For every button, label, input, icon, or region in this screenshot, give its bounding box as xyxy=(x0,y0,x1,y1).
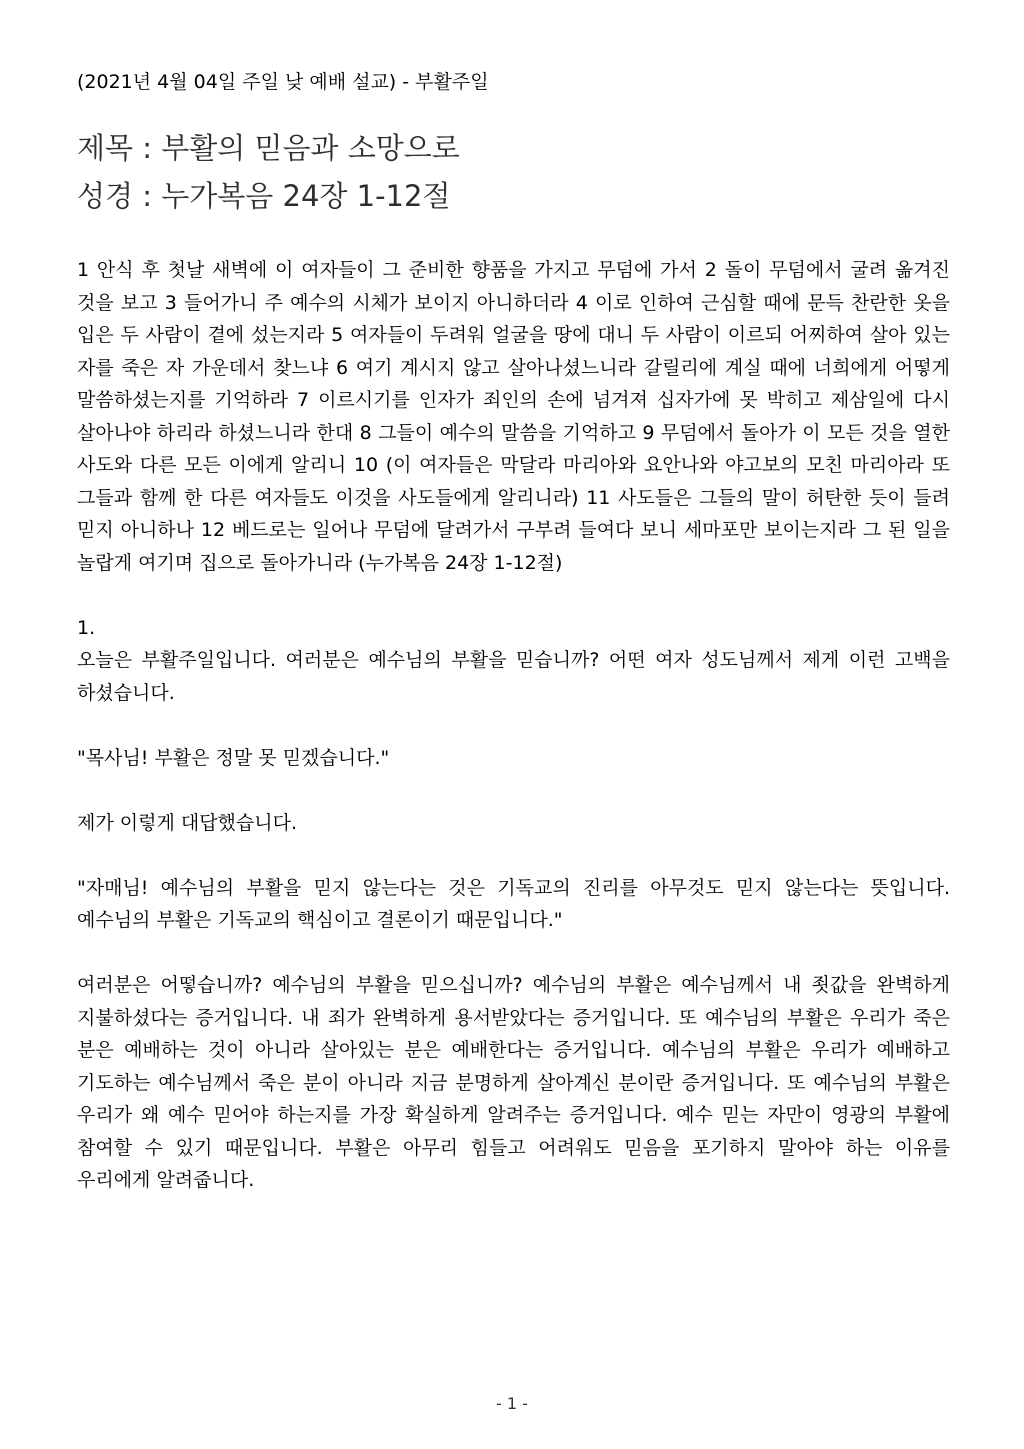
sermon-quote: "자매님! 예수님의 부활을 믿지 않는다는 것은 기독교의 진리를 아무것도 믿지 않는다는 뜻입니다. 예수님의 부활은 기독교의 핵심이고 결론이기 때문입니다." xyxy=(77,876,950,931)
scripture-reference: 성경 : 누가복음 24장 1-12절 xyxy=(77,179,451,213)
section-number: 1. xyxy=(77,616,96,639)
sermon-quote: "목사님! 부활은 정말 못 믿겠습니다." xyxy=(77,746,390,769)
title-block xyxy=(77,124,950,220)
sermon-title: 제목 : 부활의 믿음과 소망으로 xyxy=(77,131,460,165)
spacer xyxy=(77,579,950,612)
sermon-paragraph: 오늘은 부활주일입니다. 여러분은 예수님의 부활을 믿습니까? 어떤 여자 성도님께서 제게 이런 고백을 하셨습니다. xyxy=(77,649,950,704)
spacer xyxy=(77,774,950,807)
sermon-header: (2021년 4월 04일 주일 낮 예배 설교) - 부활주일 xyxy=(77,71,489,93)
spacer xyxy=(77,709,950,742)
spacer xyxy=(77,937,950,970)
spacer xyxy=(77,839,950,872)
sermon-paragraph: 여러분은 어떻습니까? 예수님의 부활을 믿으십니까? 예수님의 부활은 예수님께서 내 죗값을 완벽하게 지불하셨다는 증거입니다. 내 죄가 완벽하게 용서받았다는 증거입니다. 또 예수님의 부활은 우리가 죽은 분은 예배하는 것이 아니라 살아있는 분은 예배한다는 증거입니다. 예수님의 부활은 우리가 예배하고 기도하는 예수님께서 죽은 분이 아니라 지금 분명하게 살아계신 분이란 증거입니다. 또 예수님의 부활은 우리가 왜 예수 믿어야 하는지를 가장 확실하게 알려주는 증거입니다. 예수 믿는 자만이 영광의 부활에 참여할 수 있기 때문입니다. 부활은 아무리 힘들고 어려워도 믿음을 포기하지 말아야 하는 이유를 우리에게 알려줍니다. xyxy=(77,974,950,1191)
scripture-passage: 1 안식 후 첫날 새벽에 이 여자들이 그 준비한 향품을 가지고 무덤에 가서 2 돌이 무덤에서 굴려 옮겨진 것을 보고 3 들어가니 주 예수의 시체가 보이지 아니하더라 4 이로 인하여 근심할 때에 문득 찬란한 옷을 입은 두 사람이 곁에 섰는지라 5 여자들이 두려워 얼굴을 땅에 대니 두 사람이 이르되 어찌하여 살아 있는 자를 죽은 자 가운데서 찾느냐 6 여기 계시지 않고 살아나셨느니라 갈릴리에 계실 때에 너희에게 어떻게 말씀하셨는지를 기억하라 7 이르시기를 인자가 죄인의 손에 넘겨져 십자가에 못 박히고 제삼일에 다시 살아나야 하리라 하셨느니라 한대 8 그들이 예수의 말씀을 기억하고 9 무덤에서 돌아가 이 모든 것을 열한 사도와 다른 모든 이에게 알리니 10 (이 여자들은 막달라 마리아와 요안나와 야고보의 모친 마리아라 또 그들과 함께 한 다른 여자들도 이것을 사도들에게 알리니라) 11 사도들은 그들의 말이 허탄한 듯이 들려 믿지 아니하나 12 베드로는 일어나 무덤에 달려가서 구부려 들여다 보니 세마포만 보이는지라 그 된 일을 놀랍게 여기며 집으로 돌아가니라 (누가복음 24장 1-12절) xyxy=(77,259,950,574)
sermon-paragraph: 제가 이렇게 대답했습니다. xyxy=(77,811,298,834)
page-number: - 1 - xyxy=(496,1394,528,1413)
